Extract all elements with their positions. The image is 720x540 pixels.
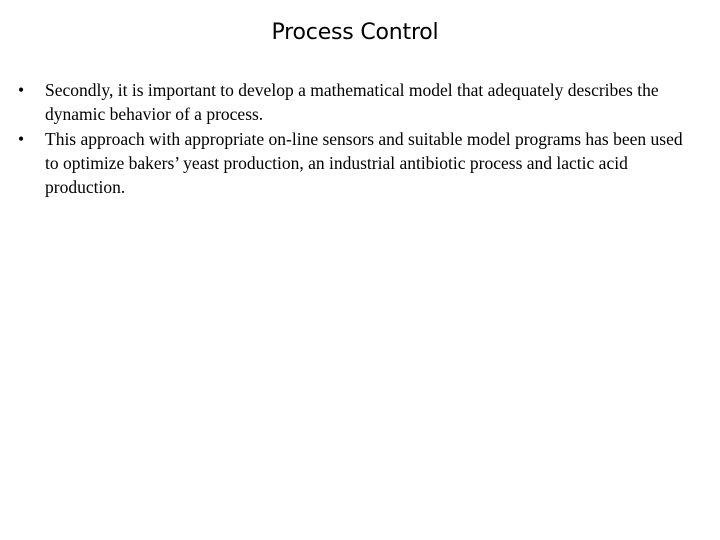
slide-title: Process Control [271, 20, 439, 45]
bullet-marker: • [18, 129, 25, 149]
bullet-text: Secondly, it is important to develop a mathematical model that adequately describes the dynamic behavior of a process. [45, 80, 659, 124]
bullet-marker: • [18, 80, 25, 100]
bullet-item [18, 78, 698, 126]
bullet-item [18, 127, 698, 199]
bullet-list [18, 78, 698, 200]
bullet-text: This approach with appropriate on-line sensors and suitable model programs has been used to optimize bakers’ yeast production, an industrial antibiotic process and lactic acid production. [45, 129, 683, 197]
